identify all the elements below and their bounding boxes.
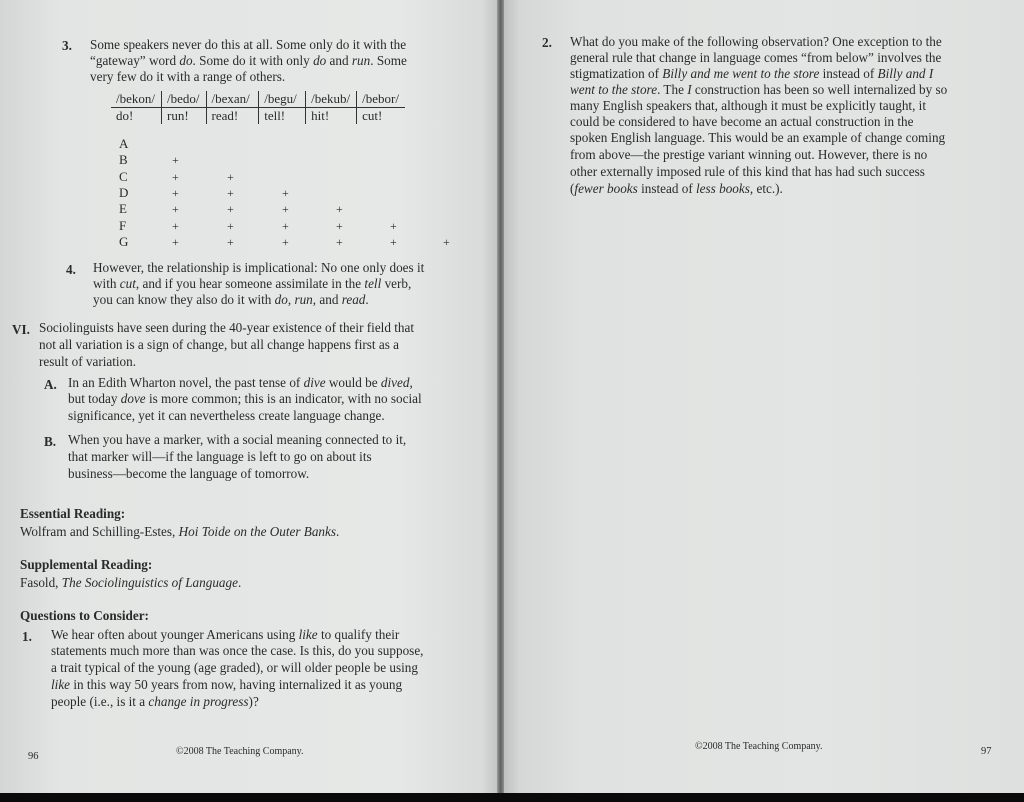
plus-mark: + <box>227 234 234 249</box>
plus-mark: + <box>443 234 450 249</box>
table-cell: /bebor/ <box>357 91 405 108</box>
item-number: 3. <box>62 38 72 53</box>
table-header-row <box>111 91 405 108</box>
plus-mark: + <box>227 218 234 233</box>
item-number: 4. <box>66 262 76 277</box>
speaker-row-label: G <box>119 233 129 249</box>
plus-mark: + <box>227 202 234 217</box>
plus-mark: + <box>336 218 343 233</box>
plus-mark: + <box>282 218 289 233</box>
table-cell: /bekon/ <box>111 91 162 108</box>
speaker-row-label: E <box>119 201 127 217</box>
plus-mark: + <box>282 185 289 200</box>
paragraph-line: many English speakers that, although it must be explicitly taught, it <box>570 98 927 113</box>
essential-reading-heading: Essential Reading: <box>20 506 126 521</box>
plus-mark: + <box>336 202 343 217</box>
table-cell: do! <box>116 108 134 123</box>
paragraph-line: Sociolinguists have seen during the 40-year existence of their field that <box>39 320 415 335</box>
paragraph-line: but today dove is more common; this is an indicator, with no social <box>68 391 422 406</box>
paragraph-line: went to the store. The I construction has been so well internalized by so <box>570 82 948 97</box>
variants-table <box>111 91 405 124</box>
paragraph-line: you can know they also do it with do, run, and read. <box>93 292 369 307</box>
paragraph-line: We hear often about younger Americans using like to qualify their <box>51 627 400 642</box>
supplemental-reading-heading: Supplemental Reading: <box>20 557 153 572</box>
plus-mark: + <box>227 169 234 184</box>
speaker-row-label: A <box>119 136 129 151</box>
table-cell: run! <box>162 108 207 125</box>
plus-mark: + <box>282 202 289 217</box>
left-page <box>0 0 497 793</box>
plus-mark: + <box>336 234 343 249</box>
speaker-row-label: D <box>119 184 129 200</box>
plus-mark: + <box>172 234 179 249</box>
plus-mark: + <box>172 169 179 184</box>
speaker-row-label: F <box>119 217 127 233</box>
paragraph-line: could be considered to have become an actual construction in the <box>570 114 914 129</box>
paragraph-line: What do you make of the following observation? One exception to the <box>570 34 942 49</box>
table-cell: read! <box>206 108 259 125</box>
question-number: 2. <box>542 35 552 50</box>
paragraph-line: significance, yet it can nevertheless create language change. <box>68 408 385 423</box>
paragraph-line: general rule that change in language comes “from below” involves the <box>570 50 942 65</box>
plus-mark: + <box>390 218 397 233</box>
plus-mark: + <box>172 202 179 217</box>
table-row <box>111 108 405 125</box>
paragraph-line: like in this way 50 years from now, having internalized it as young <box>51 677 403 692</box>
plus-mark: + <box>172 185 179 200</box>
questions-heading: Questions to Consider: <box>20 608 149 623</box>
paragraph-line: Some speakers never do this at all. Some only do it with the <box>90 37 407 52</box>
table-cell: /bexan/ <box>206 91 259 108</box>
copyright-footer: ©2008 The Teaching Company. <box>176 746 304 757</box>
plus-mark: + <box>390 234 397 249</box>
paragraph-line: other externally imposed rule of this kind that has had such success <box>570 164 925 179</box>
paragraph-line: When you have a marker, with a social meaning connected to it, <box>68 432 407 447</box>
supplemental-reading-text: Fasold, The Sociolinguistics of Language. <box>20 575 242 590</box>
question-number: 1. <box>22 629 32 644</box>
item-letter: B. <box>44 434 57 449</box>
speaker-row-label: C <box>119 168 128 184</box>
table-cell: /bekub/ <box>306 91 357 108</box>
paragraph-line: people (i.e., is it a change in progress)? <box>51 694 259 709</box>
paragraph-line: that marker will—if the language is left to go on about its <box>68 449 372 464</box>
paragraph-line: However, the relationship is implicational: No one only does it <box>93 260 425 275</box>
paragraph-line: business—become the language of tomorrow. <box>68 466 310 481</box>
page-number: 97 <box>981 746 992 757</box>
item-letter: A. <box>44 377 57 392</box>
paragraph-line: spoken English language. This would be an example of change coming <box>570 130 946 145</box>
copyright-footer: ©2008 The Teaching Company. <box>695 741 823 752</box>
paragraph-line: from above—the prestige variant winning out. However, there is no <box>570 147 928 162</box>
paragraph-line: stigmatization of Billy and me went to the store instead of Billy and I <box>570 66 934 81</box>
table-cell: hit! <box>306 108 357 125</box>
paragraph-line: statements much more than was once the case. Is this, do you suppose, <box>51 643 424 658</box>
paragraph-line: a trait typical of the young (age graded), or will older people be using <box>51 660 418 675</box>
plus-mark: + <box>172 153 179 168</box>
table-cell: /bedo/ <box>162 91 207 108</box>
section-number: VI. <box>12 322 30 337</box>
plus-mark: + <box>282 234 289 249</box>
essential-reading-text: Wolfram and Schilling-Estes, Hoi Toide on the Outer Banks. <box>20 524 340 539</box>
bottom-edge <box>0 793 1024 802</box>
table-cell: /begu/ <box>259 91 306 108</box>
plus-mark: + <box>172 218 179 233</box>
paragraph-line: (fewer books instead of less books, etc.). <box>570 181 783 196</box>
paragraph-line: result of variation. <box>39 354 137 369</box>
paragraph-line: “gateway” word do. Some do it with only do and run. Some <box>90 53 407 68</box>
table-cell: cut! <box>357 108 405 125</box>
right-page <box>504 0 1024 793</box>
speaker-row-label: B <box>119 152 128 168</box>
paragraph-line: with cut, and if you hear someone assimilate in the tell verb, <box>93 276 412 291</box>
book-gutter <box>497 0 504 793</box>
paragraph-line: In an Edith Wharton novel, the past tense of dive would be dived, <box>68 375 413 390</box>
paragraph-line: not all variation is a sign of change, but all change happens first as a <box>39 337 399 352</box>
paragraph-line: very few do it with a range of others. <box>90 69 286 84</box>
page-number: 96 <box>28 751 39 762</box>
plus-mark: + <box>227 185 234 200</box>
table-cell: tell! <box>259 108 306 125</box>
